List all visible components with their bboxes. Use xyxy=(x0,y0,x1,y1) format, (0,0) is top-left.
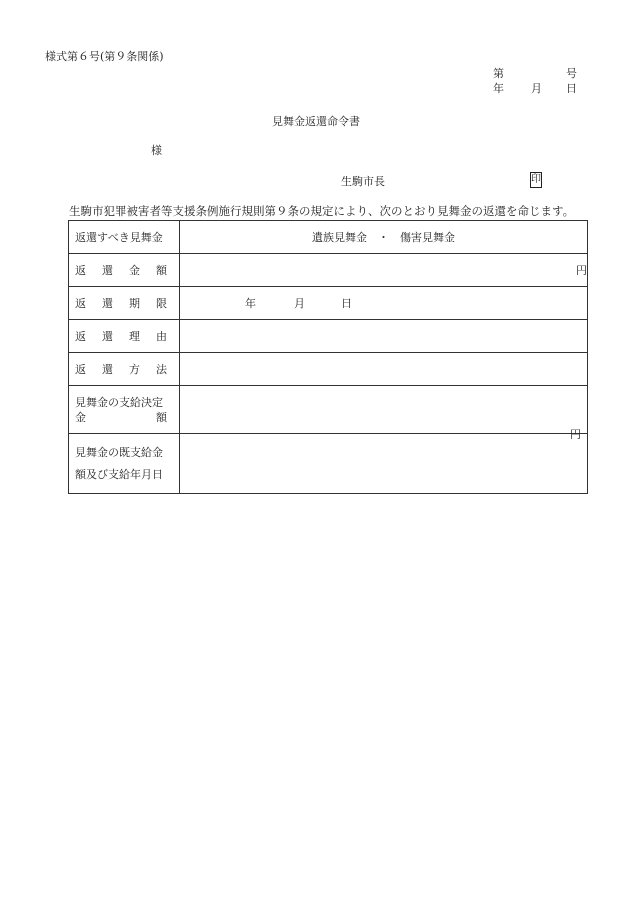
deadline-year-label: 年 xyxy=(245,297,256,310)
label-line: 見舞金の支給決定 xyxy=(75,395,163,409)
issue-date-year: 年 xyxy=(493,82,504,95)
row-label-refund-amount xyxy=(69,254,180,287)
deadline-month-label: 月 xyxy=(294,297,305,310)
table-row xyxy=(69,221,588,254)
row-label-refund-reason xyxy=(69,320,180,353)
row-label-refund-deadline xyxy=(69,287,180,320)
label-char: 額 xyxy=(156,410,167,424)
document-title: 見舞金返還命令書 xyxy=(272,115,360,128)
label-char: 金 xyxy=(75,410,86,424)
label-char: 還 xyxy=(102,297,113,310)
document-number-suffix: 号 xyxy=(566,67,577,80)
label-char: 金 xyxy=(129,264,140,277)
refund-reason-field[interactable] xyxy=(180,320,588,353)
yen-unit: 円 xyxy=(576,264,587,277)
label-char: 理 xyxy=(129,330,140,343)
label-char: 方 xyxy=(129,363,140,376)
table-row xyxy=(69,320,588,353)
row-label-refund-type: 返還すべき見舞金 xyxy=(69,221,180,254)
label-char: 還 xyxy=(102,264,113,277)
seal-mark xyxy=(530,172,542,188)
row-label-decided-amount xyxy=(69,386,180,434)
decided-amount-field[interactable] xyxy=(180,386,588,441)
table-row xyxy=(69,353,588,386)
form-number-label: 様式第６号(第９条関係) xyxy=(45,50,164,63)
deadline-day-label: 日 xyxy=(341,297,352,310)
seal-label: 印 xyxy=(531,174,541,185)
issuer-name: 生駒市長 xyxy=(341,175,385,188)
label-char: 返 xyxy=(75,264,86,277)
label-char: 期 xyxy=(129,297,140,310)
label-char: 由 xyxy=(156,330,167,343)
recipient-honorific: 様 xyxy=(151,144,162,157)
row-label-paid-amount-and-date xyxy=(69,434,180,494)
paid-amount-and-date-field[interactable] xyxy=(180,434,588,494)
label-char: 返 xyxy=(75,297,86,310)
label-char: 法 xyxy=(156,363,167,376)
label-char: 還 xyxy=(102,330,113,343)
label-char: 返 xyxy=(75,363,86,376)
table-row xyxy=(69,254,588,287)
label-char: 限 xyxy=(156,297,167,310)
repayment-form-table xyxy=(68,220,588,494)
yen-unit: 円 xyxy=(570,427,581,441)
label-char: 還 xyxy=(102,363,113,376)
row-label-refund-method xyxy=(69,353,180,386)
refund-method-field[interactable] xyxy=(180,353,588,386)
preamble-text: 生駒市犯罪被害者等支援条例施行規則第９条の規定により、次のとおり見舞金の返還を命じます。 xyxy=(69,204,575,218)
issue-date-month: 月 xyxy=(531,82,542,95)
table-row xyxy=(69,386,588,434)
refund-deadline-field[interactable] xyxy=(180,287,588,320)
table-row xyxy=(69,287,588,320)
document-number-prefix: 第 xyxy=(493,67,504,80)
table-row xyxy=(69,434,588,494)
label-line: 額及び支給年月日 xyxy=(75,467,163,481)
label-line: 見舞金の既支給金 xyxy=(75,445,163,459)
label-char: 額 xyxy=(156,264,167,277)
label-char: 返 xyxy=(75,330,86,343)
refund-amount-field[interactable] xyxy=(180,254,588,287)
refund-type-options[interactable]: 遺族見舞金 ・ 傷害見舞金 xyxy=(180,221,588,254)
issue-date-day: 日 xyxy=(566,82,577,95)
